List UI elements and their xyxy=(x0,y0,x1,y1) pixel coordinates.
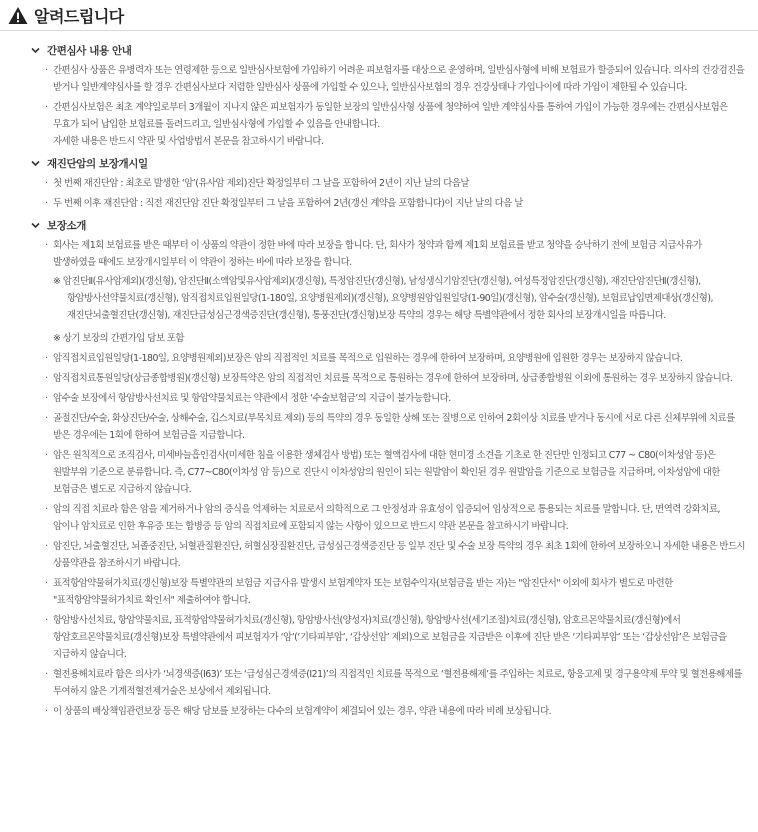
bullet-list xyxy=(31,175,746,212)
item-text: · 혈전용해치료라 함은 의사가 ‘뇌경색증(I63)’ 또는 ‘급성심근경색증(I21)’의 직접적인 치료를 목적으로 ‘혈전용해제’를 주입하는 치료로, 항응고제 및 경구용약제 투약 및 혈전용해제를 투여하지 않은 기계적혈전제거술은 보상에서 제외됩니다. xyxy=(53,669,742,697)
page-title: 알려드립니다 xyxy=(34,6,124,26)
section-header xyxy=(31,43,746,58)
item-text: · 암은 원칙적으로 조직검사, 미세바늘흡인검사(미세한 침을 이용한 생체검사 방법) 또는 혈액검사에 대한 현미경 소견을 기초로 한 진단만 인정되고 C77 ~ C80(이차성암 등)은 원발부위 기준으로 분류합니다. 즉, C77~C80(이차성 암 등)으로 진단시 이차성암의 원인이 되는 원발암이 확인된 경우 원발암을 기준으로 보험금을 지급하며, 이차성암에 대한 보험금은 별도로 지급하지 않습니다. xyxy=(53,450,720,495)
list-item xyxy=(45,501,746,535)
bullet-list xyxy=(31,237,746,720)
chevron-down-icon xyxy=(31,159,40,168)
list-item xyxy=(45,62,746,96)
chevron-down-icon xyxy=(31,46,40,55)
section-recancer-start-date xyxy=(31,156,746,212)
list-item xyxy=(45,237,746,347)
item-note: ※ 상기 보장의 간편가입 담보 포함 xyxy=(53,333,184,344)
list-item xyxy=(45,612,746,663)
list-item xyxy=(45,390,746,407)
item-text: · 골절진단/수술, 화상진단/수술, 상해수술, 깁스치료(부목치료 제외) 등의 특약의 경우 동일한 상해 또는 질병으로 인하여 2회이상 치료를 받거나 동시에 서로 다른 신체부위에 치료를 받은 경우에는 1회에 한하여 보험금을 지급합니다. xyxy=(53,413,735,441)
section-simple-review xyxy=(31,43,746,150)
list-item xyxy=(45,410,746,444)
list-item xyxy=(45,538,746,572)
item-text: · 암직접치료입원일당(1-180일, 요양병원제외)보장은 암의 직접적인 치료를 목적으로 입원하는 경우에 한하여 보장하며, 요양병원에 입원한 경우는 보장하지 않습니다. xyxy=(53,353,683,364)
item-text: · 이 상품의 배상책임관련보장 등은 해당 담보를 보장하는 다수의 보험계약이 체결되어 있는 경우, 약관 내용에 따라 비례 보상됩니다. xyxy=(53,706,552,717)
item-text: · 항암방사선치료, 항암약물치료, 표적항암약물허가치료(갱신형), 항암방사선(양성자)치료(갱신형), 항암방사선(세기조절)치료(갱신형), 암호르몬약물치료(갱신형)에서 항암호르몬약물치료(갱신형)보장 특별약관에서 피보험자가 ‘암’(‘기타피부암’, ‘갑상선암’ 제외)으로 보험금을 지급받은 이후에 진단 받은 ‘기타피부암’ 또는 ‘갑상선암’은 보험금을 지급하지 않습니다. xyxy=(53,615,727,660)
warning-icon xyxy=(8,6,28,25)
notice-header xyxy=(0,0,758,31)
list-item xyxy=(45,575,746,609)
section-coverage-intro xyxy=(31,218,746,720)
section-title: 간편심사 내용 안내 xyxy=(47,45,132,57)
section-header xyxy=(31,156,746,171)
item-text: · 표적항암약물허가치료(갱신형)보장 특별약관의 보험금 지급사유 발생시 보험계약자 또는 보험수익자(보험금을 받는 자)는 "암진단서" 이외에 회사가 별도로 마련한 "표적항암약물허가치료 확인서" 제출하여야 합니다. xyxy=(53,578,673,606)
list-item xyxy=(45,195,746,212)
item-text: · 암직접치료통원일당(상급종합병원)(갱신형) 보장특약은 암의 직접적인 치료를 목적으로 통원하는 경우에 한하여 보장하며, 상급종합병원 이외에 통원하는 경우 보장하지 않습니다. xyxy=(53,373,733,384)
bullet-list xyxy=(31,62,746,150)
item-text: · 간편심사보험은 최초 계약일로부터 3개월이 지나지 않은 피보험자가 동일한 보장의 일반심사형 상품에 청약하여 일반 계약심사를 통하여 가입이 가능한 경우에는 간편심사보험은 무효가 되어 납입한 보험료를 돌려드리고, 일반심사형에 가입할 수 있음을 안내합니다. xyxy=(53,102,728,130)
chevron-down-icon xyxy=(31,221,40,230)
item-text: · 간편심사 상품은 유병력자 또는 연령제한 등으로 일반심사보험에 가입하기 어려운 피보험자를 대상으로 운영하며, 일반심사형에 비해 보험료가 할증되어 있습니다. 의사의 건강검진을 받거나 일반계약심사를 할 경우 간편심사보다 저렴한 일반심사 상품에 가입할 수 있으나, 일반심사보험의 경우 건강상태나 가입나이에 따라 가입이 제한될 수 있습니다. xyxy=(53,65,745,93)
list-item xyxy=(45,175,746,192)
list-item xyxy=(45,703,746,720)
item-text: · 두 번째 이후 재진단암 : 직전 재진단암 진단 확정일부터 그 날을 포함하여 2년(갱신 계약을 포함합니다)이 지난 날의 다음 날 xyxy=(53,198,523,209)
item-text: · 암의 직접 치료라 함은 암을 제거하거나 암의 증식을 억제하는 치료로서 의학적으로 그 안정성과 유효성이 입증되어 임상적으로 통용되는 치료를 말합니다. 단, 면역력 강화치료, 암이나 암치료로 인한 후유증 또는 합병증 등 암의 직접치료에 포함되지 않는 사항이 있으므로 반드시 약관 본문을 참고하시기 바랍니다. xyxy=(53,504,721,532)
list-item xyxy=(45,666,746,700)
list-item xyxy=(45,350,746,367)
item-extra-text: 자세한 내용은 반드시 약관 및 사업방법서 본문을 참고하시기 바랍니다. xyxy=(53,136,324,147)
item-note: ※ 암진단Ⅱ(유사암제외)(갱신형), 암진단Ⅱ(소액암및유사암제외)(갱신형), 특정암진단(갱신형), 남성생식기암진단(갱신형), 여성특정암진단(갱신형), 재진단암진단Ⅱ(갱신형), 항암방사선약물치료(갱신형), 암직접치료입원일당(1-180일, 요양병원제외)(갱신형), 요양병원암입원일당(1-90일)(갱신형), 암수술(갱신형), 보험료납입면제대상(갱신형), 재진단뇌출혈진단(갱신형), 재진단급성심근경색증진단(갱신형), 통풍진단(갱신형)보장 특약의 경우는 해당 특별약관에서 정한 회사의 보장개시일을 따릅니다. xyxy=(53,276,713,321)
item-text: · 암수술 보장에서 항암방사선치료 및 항암약물치료는 약관에서 정한 ‘수술보험금’의 지급이 불가능합니다. xyxy=(53,393,451,404)
notice-content xyxy=(0,31,758,720)
section-title: 재진단암의 보장개시일 xyxy=(47,158,148,170)
item-text: · 암진단, 뇌출혈진단, 뇌졸중진단, 뇌혈관질환진단, 허혈심장질환진단, 급성심근경색증진단 등 일부 진단 및 수술 보장 특약의 경우 최초 1회에 한하여 보장하오니 자세한 내용은 반드시 상품약관을 참조하시기 바랍니다. xyxy=(53,541,746,569)
section-header xyxy=(31,218,746,233)
section-title: 보장소개 xyxy=(47,220,86,232)
item-text: · 첫 번째 재진단암 : 최초로 발생한 ‘암’(유사암 제외)진단 확정일부터 그 날을 포함하여 2년이 지난 날의 다음날 xyxy=(53,178,469,189)
item-text: · 회사는 제1회 보험료를 받은 때부터 이 상품의 약관이 정한 바에 따라 보장을 합니다. 단, 회사가 청약과 함께 제1회 보험료를 받고 청약을 승낙하기 전에 보험금 지급사유가 발생하였을 때에도 보장개시일부터 이 약관이 정하는 바에 따라 보장을 합니다. xyxy=(53,240,702,268)
list-item xyxy=(45,370,746,387)
list-item xyxy=(45,447,746,498)
list-item xyxy=(45,99,746,150)
